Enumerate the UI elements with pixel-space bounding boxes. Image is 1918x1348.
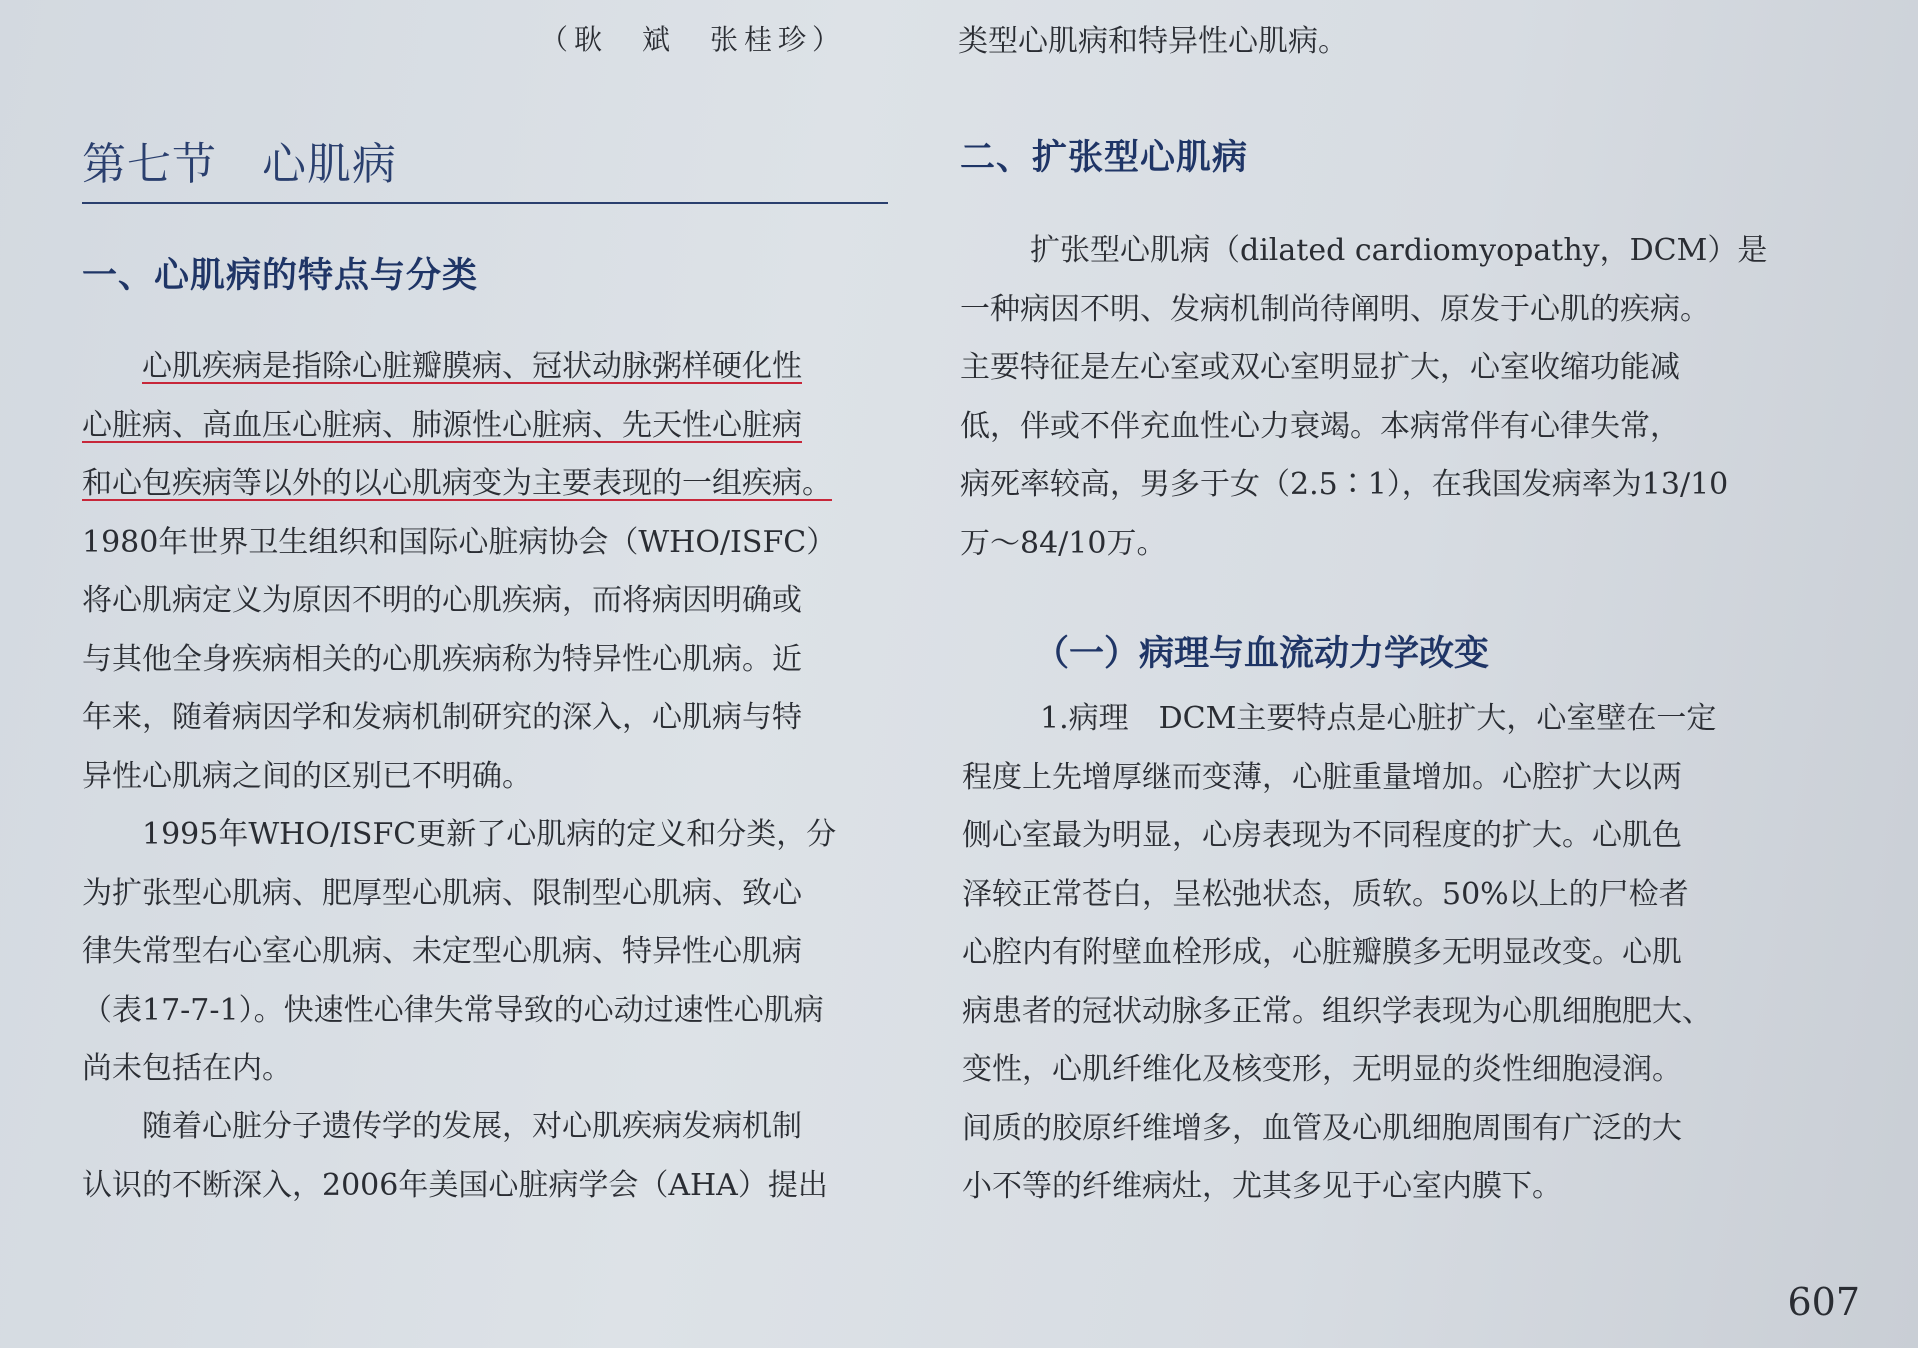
text-line: 年来，随着病因学和发病机制研究的深入，心肌病与特	[82, 700, 802, 735]
text-line: 为扩张型心肌病、肥厚型心肌病、限制型心肌病、致心	[82, 875, 802, 911]
text-line: 程度上先增厚继而变薄，心脏重量增加。心腔扩大以两	[962, 759, 1682, 795]
section-title: 第七节 心肌病	[82, 128, 888, 204]
text-line: 泽较正常苍白，呈松弛状态，质软。50%以上的尸检者	[962, 876, 1689, 912]
text-line: 一种病因不明、发病机制尚待阐明、原发于心肌的疾病。	[960, 291, 1710, 327]
right-paragraph-2	[962, 690, 1842, 1217]
text-line: 与其他全身疾病相关的心肌疾病称为特异性心肌病。近	[82, 641, 802, 677]
text-line: 病患者的冠状动脉多正常。组织学表现为心肌细胞肥大、	[962, 993, 1712, 1029]
text-line: 心肌疾病是指除心脏瓣膜病、冠状动脉粥样硬化性	[142, 349, 802, 384]
text-line: 1.病理 DCM主要特点是心脏扩大，心室壁在一定	[1040, 701, 1717, 736]
text-line: 侧心室最为明显，心房表现为不同程度的扩大。心肌色	[962, 818, 1682, 853]
text-line: 随着心脏分子遗传学的发展，对心肌疾病发病机制	[142, 1109, 802, 1144]
text-line: 万～84/10万。	[960, 525, 1167, 561]
text-line: 尚未包括在内。	[82, 1051, 292, 1086]
text-line: 主要特征是左心室或双心室明显扩大，心室收缩功能减	[960, 350, 1680, 385]
text-line: 1980年世界卫生组织和国际心脏病协会（WHO/ISFC）	[82, 524, 837, 560]
text-line: 律失常型右心室心肌病、未定型心肌病、特异性心肌病	[82, 934, 802, 969]
text-line: 心腔内有附壁血栓形成，心脏瓣膜多无明显改变。心肌	[962, 935, 1682, 970]
left-paragraph-1	[82, 338, 902, 806]
carry-over-line: 类型心肌病和特异性心肌病。	[958, 24, 1348, 59]
left-heading: 一、心肌病的特点与分类	[82, 256, 479, 296]
text-line: 小不等的纤维病灶，尤其多见于心室内膜下。	[962, 1169, 1562, 1204]
text-line: 和心包疾病等以外的以心肌病变为主要表现的一组疾病。	[82, 466, 832, 501]
text-line: 1995年WHO/ISFC更新了心肌病的定义和分类，分	[142, 817, 837, 852]
text-line: 心脏病、高血压心脏病、肺源性心脏病、先天性心脏病	[82, 407, 802, 443]
text-line: 异性心肌病之间的区别已不明确。	[82, 758, 532, 794]
right-paragraph-1	[960, 222, 1820, 573]
page-number: 607	[1787, 1280, 1860, 1324]
text-line: 扩张型心肌病（dilated cardiomyopathy，DCM）是	[1030, 233, 1768, 268]
text-line: 认识的不断深入，2006年美国心脏病学会（AHA）提出	[82, 1167, 828, 1203]
left-paragraph-3	[82, 1098, 902, 1215]
text-line: （表17-7-1）。快速性心律失常导致的心动过速性心肌病	[82, 992, 824, 1028]
text-line: 变性，心肌纤维化及核变形，无明显的炎性细胞浸润。	[962, 1052, 1682, 1087]
text-line: 病死率较高，男多于女（2.5∶1），在我国发病率为13/10	[960, 467, 1729, 502]
text-line: 间质的胶原纤维增多，血管及心肌细胞周围有广泛的大	[962, 1110, 1682, 1146]
text-line: 低，伴或不伴充血性心力衰竭。本病常伴有心律失常，	[960, 408, 1680, 444]
right-heading: 二、扩张型心肌病	[960, 138, 1249, 178]
authors: （耿 斌 张桂珍）	[540, 23, 847, 56]
subheading-pathology: （一）病理与血流动力学改变	[1034, 634, 1490, 674]
left-paragraph-2	[82, 806, 902, 1099]
text-line: 将心肌病定义为原因不明的心肌疾病，而将病因明确或	[82, 583, 802, 618]
